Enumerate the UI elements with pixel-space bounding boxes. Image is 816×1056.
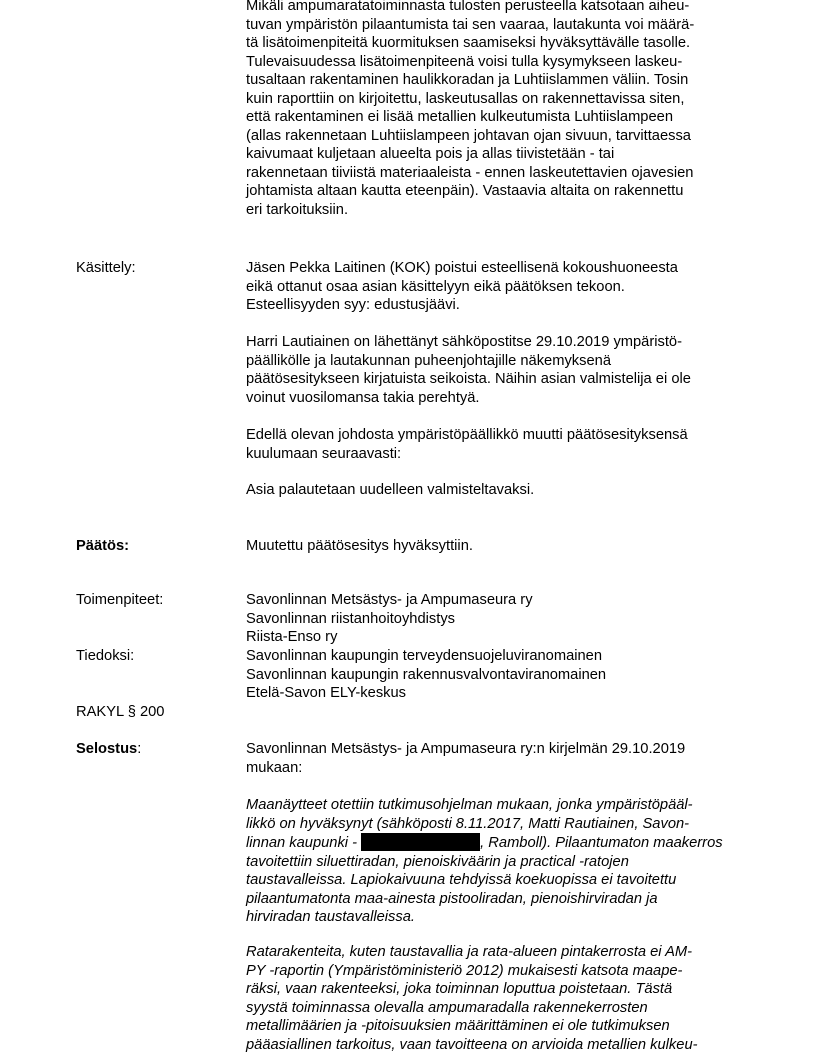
text-line: Tulevaisuudessa lisätoimenpiteenä voisi tulla kysymykseen laskeu- bbox=[246, 53, 683, 70]
text-line: Maanäytteet otettiin tutkimusohjelman mukaan, jonka ympäristöpääl- bbox=[246, 797, 693, 813]
text-line: taustavalleissa. Lapiokaivuuna tehdyissä koekuopissa ei tavoitettu bbox=[246, 872, 677, 888]
text-line: räksi, vaan rakenteeksi, joka toiminnan loputtua poistetaan. Tästä bbox=[246, 981, 673, 997]
kasittely-paragraph-1 bbox=[246, 259, 746, 315]
selostus-intro bbox=[246, 740, 746, 777]
text-line: Edellä olevan johdosta ympäristöpäällikkö muutti päätösesityksensä bbox=[246, 427, 688, 443]
text-line: Esteellisyyden syy: edustusjäävi. bbox=[246, 297, 460, 313]
list-item: Savonlinnan Metsästys- ja Ampumaseura ry bbox=[246, 592, 533, 608]
text-line: kuin raporttiin on kirjoitettu, laskeutusallas on rakennettavissa siten, bbox=[246, 90, 685, 107]
text-line: syystä toiminnassa olevalla ampumaradalla rakennekerrosten bbox=[246, 999, 648, 1016]
list-item: Savonlinnan kaupungin terveydensuojeluviranomainen bbox=[246, 648, 603, 664]
text-line: että rakentaminen ei lisää metallien kulkeutumista Luhtiislampeen bbox=[246, 109, 673, 125]
rakyl-reference: RAKYL § 200 bbox=[76, 704, 165, 720]
text-line: rakennetaan tiiviistä materiaaleista - ennen laskeutettavien ojavesien bbox=[246, 164, 694, 181]
text-line bbox=[246, 833, 746, 853]
text-line: likkö on hyväksynyt (sähköposti 8.11.2017, Matti Rautiainen, Savon- bbox=[246, 815, 690, 832]
selostus-quote-1 bbox=[246, 796, 746, 927]
text-line: pilaantumatonta maa-ainesta pistooliradan, pienoishirviradan ja bbox=[246, 890, 658, 907]
text-line: voinut vuosilomansa takia perehtyä. bbox=[246, 389, 480, 406]
text-line: Ratarakenteita, kuten taustavallia ja rata-alueen pintakerrosta ei AM- bbox=[246, 944, 693, 960]
kasittely-paragraph-4 bbox=[246, 481, 746, 500]
text-line: Asia palautetaan uudelleen valmisteltavaksi. bbox=[246, 482, 535, 498]
redaction-block bbox=[361, 833, 480, 851]
text-line: eikä ottanut osaa asian käsittelyyn eikä päätöksen tekoon. bbox=[246, 278, 625, 295]
text-line: eri tarkoituksiin. bbox=[246, 201, 349, 218]
selostus-quote-2 bbox=[246, 943, 746, 1054]
text-line: Savonlinnan Metsästys- ja Ampumaseura ry:n kirjelmän 29.10.2019 bbox=[246, 741, 686, 757]
text-line: tavoitettiin siluettiradan, pienoiskiväärin ja practical -ratojen bbox=[246, 853, 629, 870]
text-line: (allas rakennetaan Luhtiislampeen johtavan ojan sivuun, tarvittaessa bbox=[246, 127, 691, 144]
list-item: Savonlinnan riistanhoitoyhdistys bbox=[246, 610, 456, 627]
text-line: Harri Lautiainen on lähettänyt sähköpostitse 29.10.2019 ympäristö- bbox=[246, 334, 682, 350]
tiedoksi-list bbox=[246, 647, 746, 703]
text-line: Muutettu päätösesitys hyväksyttiin. bbox=[246, 538, 473, 554]
text-line: päätösesitykseen kirjatuista seikoista. Näihin asian valmistelija ei ole bbox=[246, 371, 691, 387]
kasittely-paragraph-2 bbox=[246, 333, 746, 407]
intro-paragraph bbox=[246, 0, 746, 219]
kasittely-paragraph-3 bbox=[246, 426, 746, 463]
list-item: Etelä-Savon ELY-keskus bbox=[246, 685, 407, 701]
toimenpiteet-label: Toimenpiteet: bbox=[76, 592, 164, 608]
list-item: Savonlinnan kaupungin rakennusvalvontaviranomainen bbox=[246, 666, 607, 683]
text-line: PY -raportin (Ympäristöministeriö 2012) mukaisesti katsota maape- bbox=[246, 962, 683, 979]
text-line: tä lisätoimenpiteitä kuormituksen saamiseksi hyväksyttävälle tasolle. bbox=[246, 35, 691, 51]
toimenpiteet-list bbox=[246, 591, 746, 647]
text-line: tusaltaan rakentaminen haulikkoradan ja Luhtiislammen väliin. Tosin bbox=[246, 72, 689, 88]
list-item: Riista-Enso ry bbox=[246, 629, 338, 645]
kasittely-label: Käsittely: bbox=[76, 260, 136, 276]
text-line: pääasiallinen tarkoitus, vaan tavoitteena on arvioida metallien kulkeu- bbox=[246, 1036, 698, 1053]
paatos-label: Päätös: bbox=[76, 538, 130, 554]
selostus-label: Selostus bbox=[76, 741, 138, 757]
tiedoksi-label: Tiedoksi: bbox=[76, 648, 135, 664]
selostus-label-colon: : bbox=[137, 741, 142, 757]
text-line: johtamista altaan kautta eteenpäin). Vastaavia altaita on rakennettu bbox=[246, 183, 684, 199]
paatos-text bbox=[246, 537, 746, 556]
selostus-heading bbox=[76, 740, 141, 759]
text-line: tuvan ympäristön pilaantumista tai sen vaaraa, lautakunta voi määrä- bbox=[246, 16, 695, 33]
text-line: mukaan: bbox=[246, 759, 303, 776]
text-line: Mikäli ampumaratatoiminnasta tulosten perusteella katsotaan aiheu- bbox=[246, 0, 690, 14]
text-line: kaivumaat kuljetaan alueelta pois ja allas tiivistetään - tai bbox=[246, 146, 615, 162]
text-line: hirviradan taustavalleissa. bbox=[246, 909, 415, 925]
text-line: Jäsen Pekka Laitinen (KOK) poistui esteellisenä kokoushuoneesta bbox=[246, 260, 678, 276]
text-fragment: linnan kaupunki - bbox=[246, 835, 362, 851]
text-line: kuulumaan seuraavasti: bbox=[246, 445, 402, 462]
text-line: metallimäärien ja -pitoisuuksien määrittäminen ei ole tutkimuksen bbox=[246, 1018, 670, 1034]
text-fragment: , Ramboll). Pilaantumaton maakerros bbox=[480, 835, 723, 851]
text-line: päällikölle ja lautakunnan puheenjohtajille näkemyksenä bbox=[246, 352, 611, 369]
